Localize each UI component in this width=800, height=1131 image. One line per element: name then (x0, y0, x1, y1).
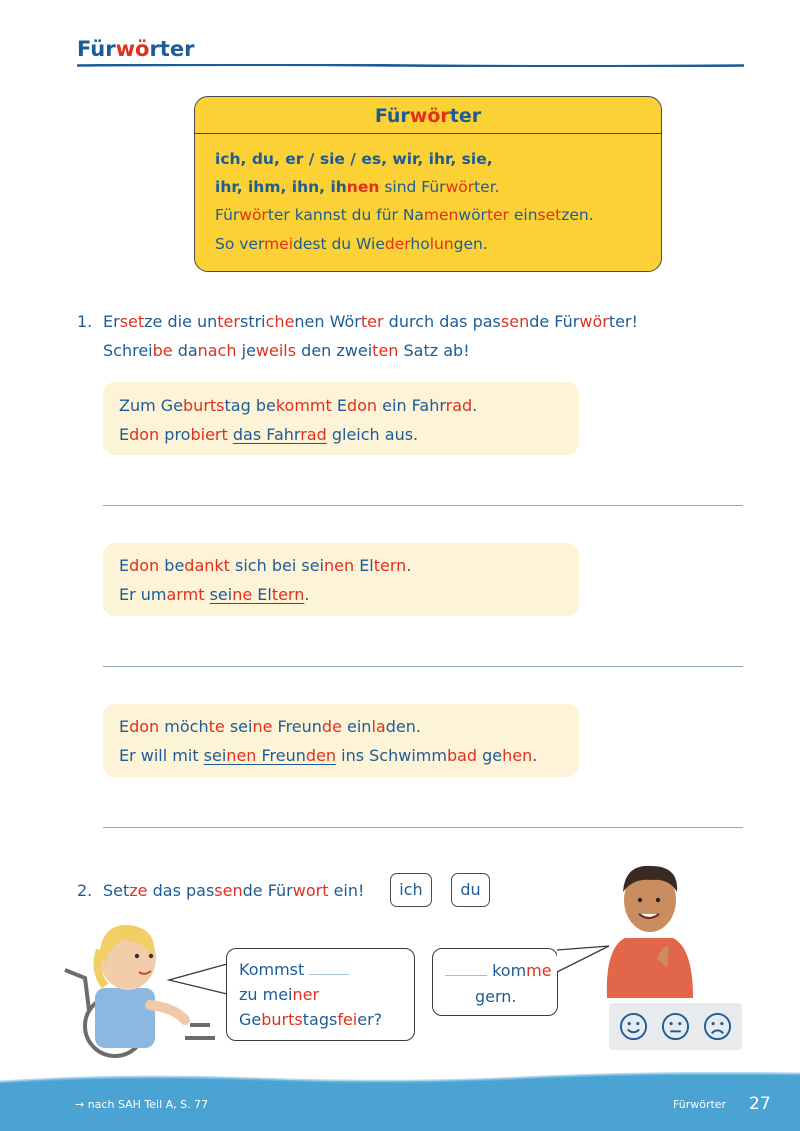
rule-line-pronouns: ich, du, er / sie / es, wir, ihr, sie, (215, 150, 493, 168)
underlined-words-2: seine Eltern (209, 585, 305, 604)
boy-illustration (595, 858, 705, 998)
page-number: 27 (749, 1094, 771, 1114)
blank-left[interactable] (309, 974, 349, 975)
bubble-left-line3: Geburtstagsfeier? (239, 1010, 383, 1029)
bubble-left-line1: Kommst (239, 960, 349, 979)
sad-face-icon[interactable] (703, 1012, 732, 1041)
rule-box-title: Fürwörter (195, 97, 661, 134)
neutral-face-icon[interactable] (661, 1012, 690, 1041)
self-assessment-panel (609, 1003, 742, 1050)
sentence-box-2 (103, 543, 579, 616)
speech-bubble-right (432, 948, 558, 1016)
underlined-words-1: das Fahrrad (232, 425, 327, 444)
answer-line-1[interactable] (103, 505, 743, 506)
blank-right[interactable] (445, 975, 487, 976)
happy-face-icon[interactable] (619, 1012, 648, 1041)
sentence-box-3 (103, 704, 579, 777)
answer-line-3[interactable] (103, 827, 743, 828)
task1-instruction-line1: Ersetze die unterstrichenen Wörter durch das passende Fürwörter! (103, 312, 638, 331)
footer-section: Fürwörter (673, 1098, 727, 1111)
sentence-1a: Zum Geburtstag bekommt Edon ein Fahrrad. (119, 396, 478, 415)
choice-du[interactable]: du (451, 873, 490, 907)
sentence-2a: Edon bedankt sich bei seinen Eltern. (119, 556, 412, 575)
task1-number: 1. (77, 312, 93, 331)
title-underline (77, 64, 744, 67)
rule-line-4: So vermeidest du Wiederholungen. (215, 235, 488, 253)
sentence-2b: Er umarmt seine Eltern. (119, 585, 310, 604)
underlined-words-3: seinen Freunden (203, 746, 337, 765)
sentence-3a: Edon möchte seine Freunde einladen. (119, 717, 421, 736)
rule-line-2: ihr, ihm, ihn, ihnen sind Fürwörter. (215, 178, 500, 196)
task2-instruction: Setze das passende Fürwort ein! (103, 881, 365, 900)
task1-instruction-line2: Schreibe danach jeweils den zweiten Satz ab! (103, 341, 470, 360)
bubble-left-line2: zu meiner (239, 985, 320, 1004)
rule-box (194, 96, 662, 272)
bubble-right-line1: komme (445, 961, 552, 980)
bubble-right-line2: gern. (475, 987, 517, 1006)
page-title: Fürwörter (77, 37, 195, 61)
choice-ich[interactable]: ich (390, 873, 432, 907)
sentence-3b: Er will mit seinen Freunden ins Schwimmbad gehen. (119, 746, 538, 765)
task2-number: 2. (77, 881, 93, 900)
sentence-1b: Edon probiert das Fahrrad gleich aus. (119, 425, 419, 444)
sentence-box-1 (103, 382, 579, 455)
answer-line-2[interactable] (103, 666, 743, 667)
rule-line-3: Fürwörter kannst du für Namenwörter einsetzen. (215, 206, 594, 224)
speech-tail-left (165, 960, 235, 1000)
footer-reference: → nach SAH Teil A, S. 77 (75, 1098, 209, 1111)
speech-bubble-left (226, 948, 415, 1041)
